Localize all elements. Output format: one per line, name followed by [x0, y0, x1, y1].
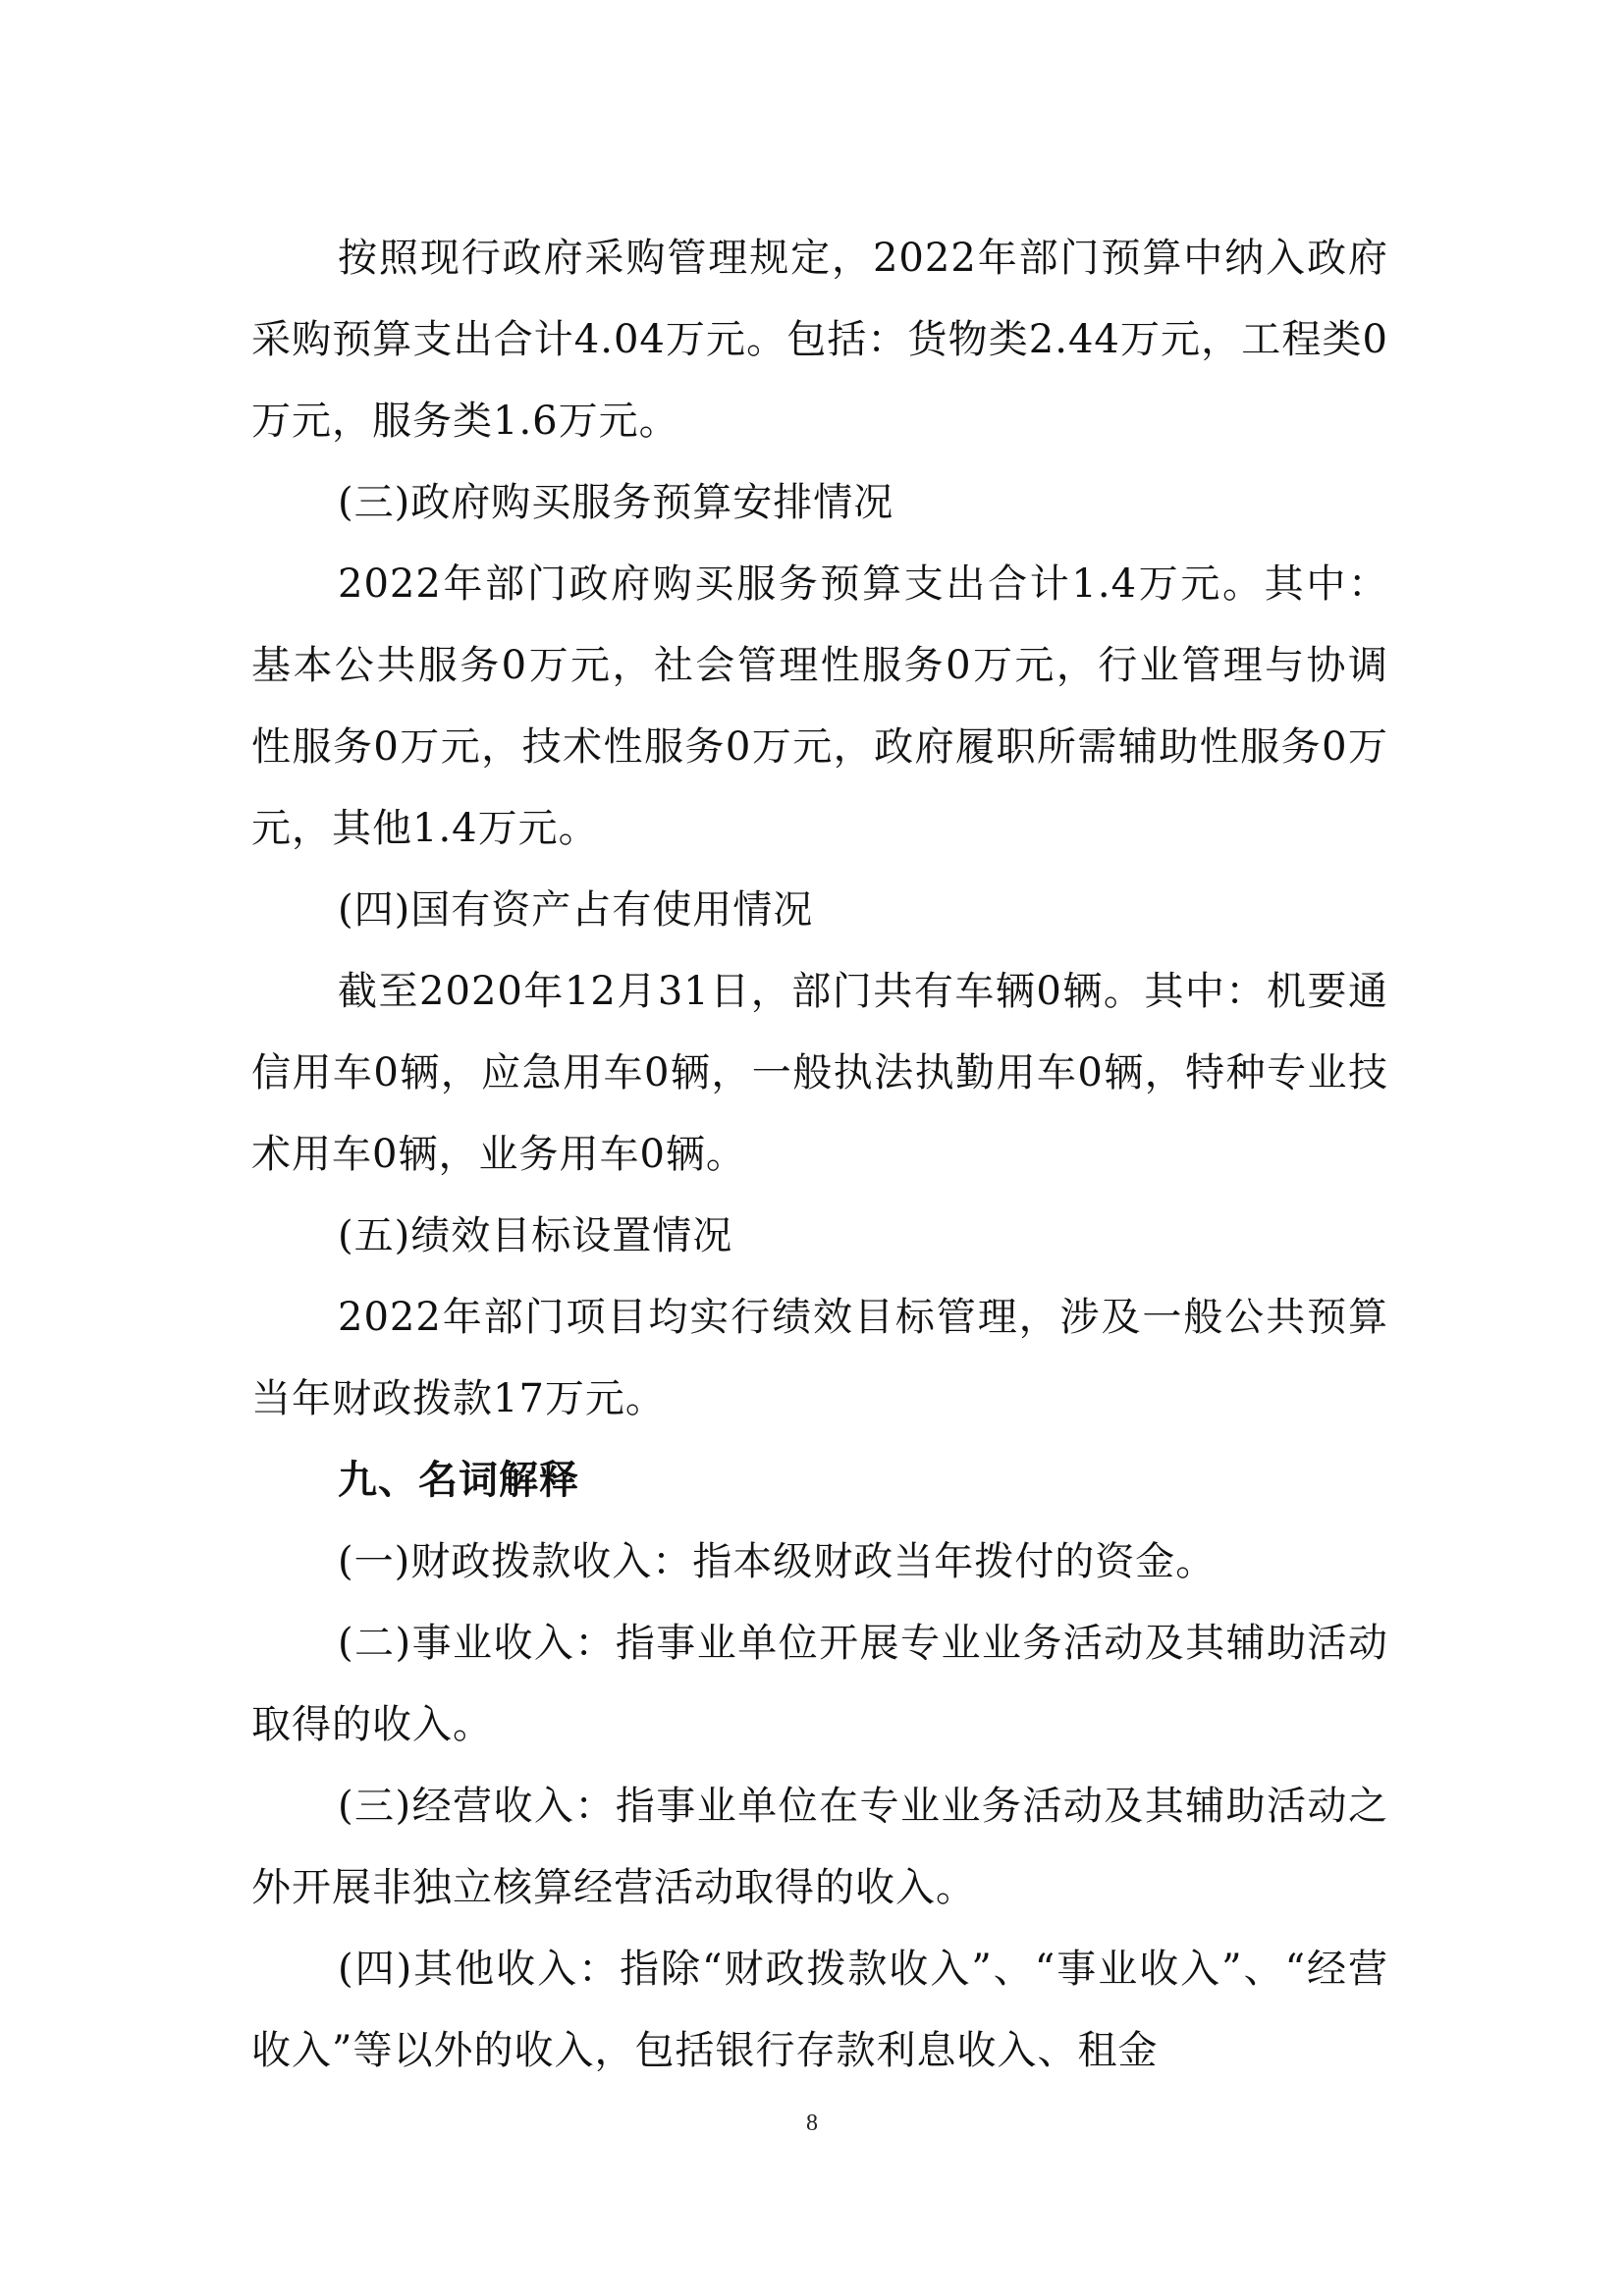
subheading-purchase-services: (三)政府购买服务预算安排情况	[338, 480, 894, 525]
section-heading-glossary: 九、名词解释	[338, 1458, 579, 1503]
paragraph-performance-goals: 2022年部门项目均实行绩效目标管理，涉及一般公共预算当年财政拨款17万元。	[251, 1295, 1388, 1421]
subheading-state-assets: (四)国有资产占有使用情况	[338, 887, 814, 933]
glossary-item-fiscal-appropriation: (一)财政拨款收入：指本级财政当年拨付的资金。	[338, 1539, 1217, 1584]
paragraph-vehicles: 截至2020年12月31日，部门共有车辆0辆。其中：机要通信用车0辆，应急用车0辆，一般执法执勤用车0辆，特种专业技术用车0辆，业务用车0辆。	[251, 969, 1388, 1177]
paragraph-purchase-services: 2022年部门政府购买服务预算支出合计1.4万元。其中：基本公共服务0万元，社会管理性服务0万元，行业管理与协调性服务0万元，技术性服务0万元，政府履职所需辅助性服务0万元，其他1.4万元。	[251, 561, 1388, 851]
paragraph-procurement: 按照现行政府采购管理规定，2022年部门预算中纳入政府采购预算支出合计4.04万元。包括：货物类2.44万元，工程类0万元，服务类1.6万元。	[251, 236, 1388, 444]
glossary-item-operating-income: (三)经营收入：指事业单位在专业业务活动及其辅助活动之外开展非独立核算经营活动取得的收入。	[251, 1784, 1388, 1910]
page-number: 8	[806, 2110, 818, 2136]
subheading-performance-goals: (五)绩效目标设置情况	[338, 1213, 733, 1258]
document-body	[251, 218, 1388, 2092]
glossary-item-other-income: (四)其他收入：指除“财政拨款收入”、“事业收入”、“经营收入”等以外的收入，包括银行存款利息收入、租金	[251, 1947, 1388, 2073]
glossary-item-business-income: (二)事业收入：指事业单位开展专业业务活动及其辅助活动取得的收入。	[251, 1621, 1388, 1747]
